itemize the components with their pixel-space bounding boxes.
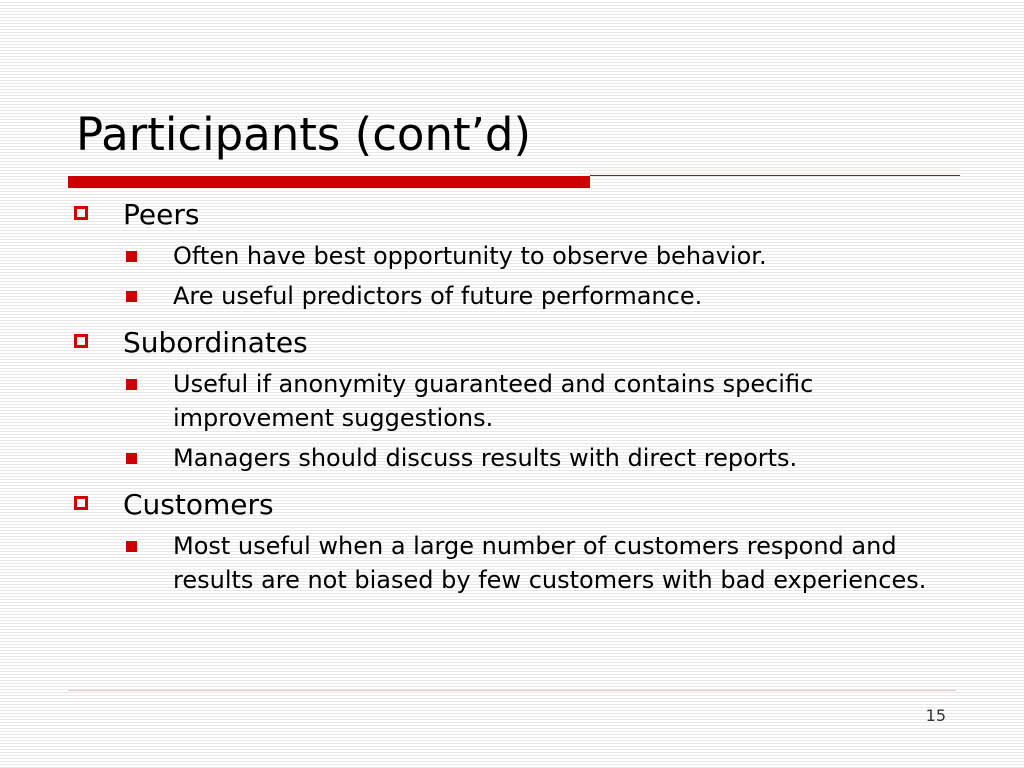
list-item (68, 441, 968, 475)
section-heading: Subordinates (123, 326, 308, 359)
hollow-square-bullet-icon (74, 206, 88, 220)
list-item-text: Useful if anonymity guaranteed and contains specific improvement suggestions. (173, 370, 814, 432)
list-item-text: Often have best opportunity to observe behavior. (173, 242, 767, 270)
section-heading: Peers (123, 198, 200, 231)
section-peers (68, 195, 968, 313)
filled-square-bullet-icon (126, 291, 137, 302)
list-item-text: Managers should discuss results with direct reports. (173, 444, 798, 472)
bullet-list (68, 195, 968, 597)
sub-list (68, 367, 968, 475)
filled-square-bullet-icon (126, 251, 137, 262)
list-item-text: Are useful predictors of future performance. (173, 282, 703, 310)
slide-title: Participants (cont’d) (76, 108, 532, 161)
title-underline-bar (68, 176, 590, 188)
list-item (68, 367, 968, 435)
section-subordinates (68, 323, 968, 475)
filled-square-bullet-icon (126, 453, 137, 464)
hollow-square-bullet-icon (74, 496, 88, 510)
title-underline-thin (590, 175, 960, 176)
section-customers (68, 485, 968, 597)
page-number: 15 (925, 706, 946, 725)
list-item (68, 239, 968, 273)
sub-list (68, 529, 968, 597)
list-item (68, 529, 968, 597)
filled-square-bullet-icon (126, 379, 137, 390)
hollow-square-bullet-icon (74, 334, 88, 348)
sub-list (68, 239, 968, 313)
footer-divider (68, 690, 956, 691)
list-item (68, 279, 968, 313)
list-item-text: Most useful when a large number of customers respond and results are not biased by few customers with bad experiences. (173, 532, 927, 594)
filled-square-bullet-icon (126, 541, 137, 552)
section-heading: Customers (123, 488, 274, 521)
